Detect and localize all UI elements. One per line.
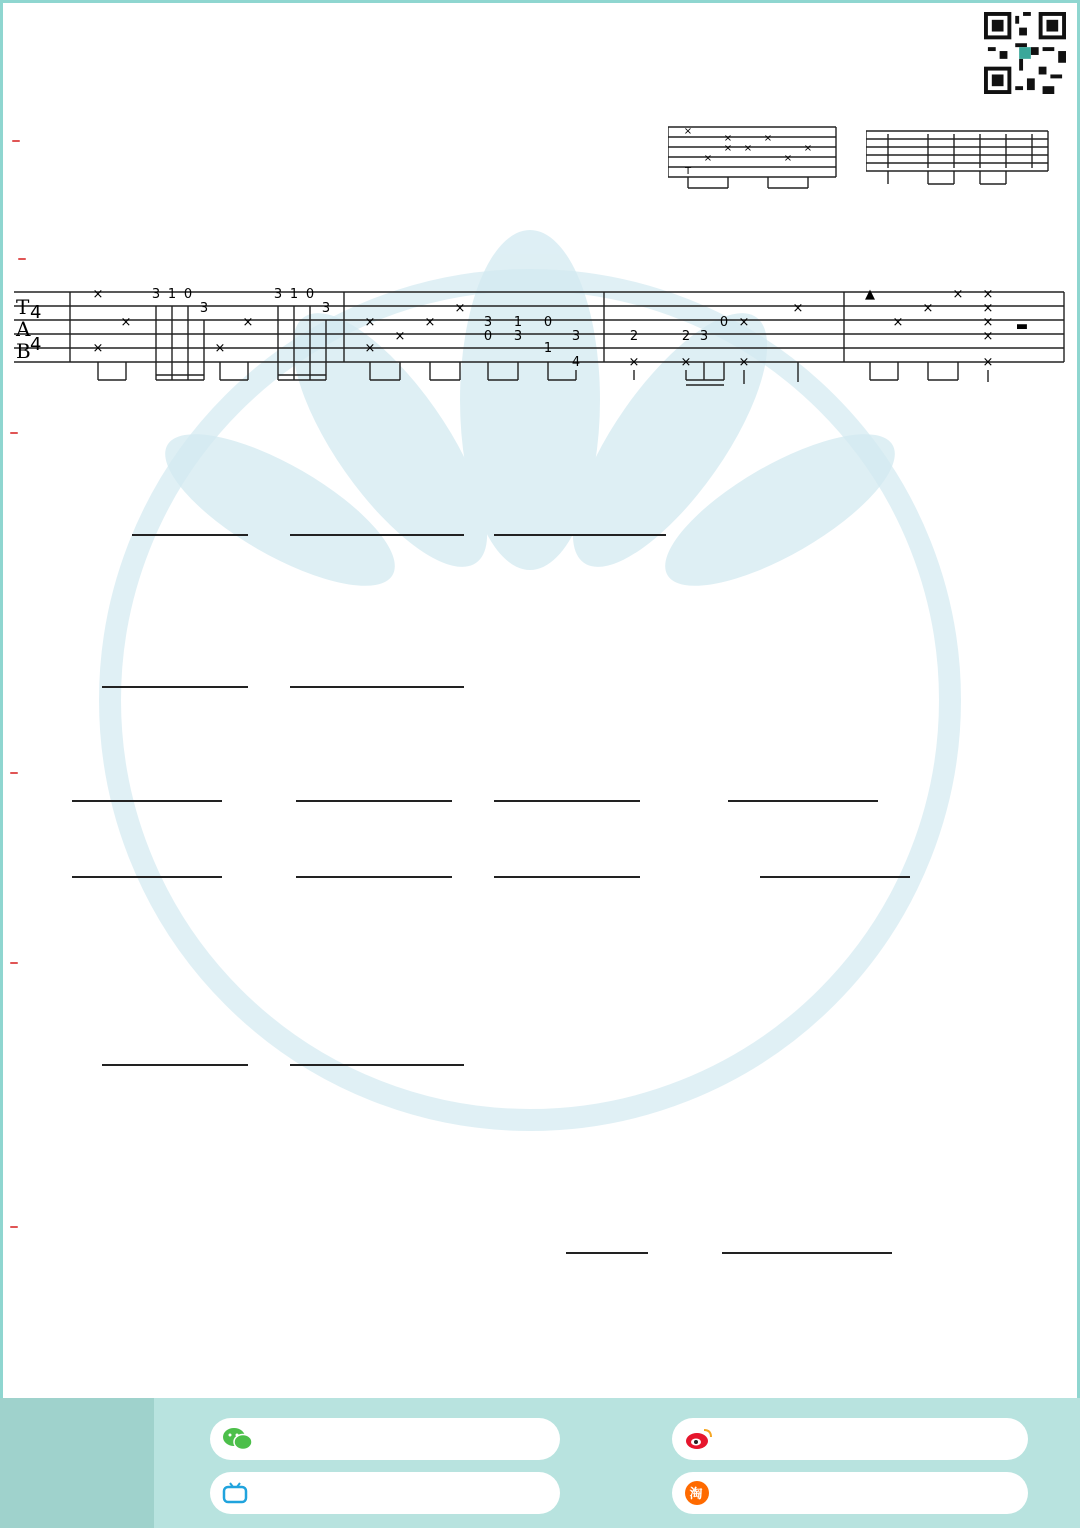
intro-tablature bbox=[14, 286, 1066, 386]
svg-text:×: × bbox=[783, 153, 793, 164]
svg-text:×: × bbox=[120, 315, 132, 330]
footer-brand-block bbox=[0, 1398, 154, 1528]
svg-text:×: × bbox=[454, 301, 466, 316]
underline bbox=[290, 686, 464, 688]
svg-text:×: × bbox=[214, 341, 226, 356]
svg-text:×: × bbox=[892, 315, 904, 330]
svg-text:0: 0 bbox=[305, 287, 315, 302]
svg-text:3: 3 bbox=[151, 287, 161, 302]
underline bbox=[132, 534, 248, 536]
weibo-pill[interactable] bbox=[672, 1418, 1028, 1460]
svg-text:▲: ▲ bbox=[865, 287, 875, 302]
underline bbox=[760, 876, 910, 878]
svg-text:4: 4 bbox=[571, 355, 581, 370]
weibo-icon bbox=[684, 1427, 714, 1451]
svg-text:×: × bbox=[792, 301, 804, 316]
svg-text:×: × bbox=[922, 301, 934, 316]
underline bbox=[494, 800, 640, 802]
svg-text:T: T bbox=[684, 166, 692, 177]
svg-text:×: × bbox=[683, 126, 693, 137]
underline bbox=[290, 1064, 464, 1066]
svg-text:×: × bbox=[982, 301, 994, 316]
underline bbox=[296, 876, 452, 878]
svg-text:3: 3 bbox=[483, 315, 493, 330]
svg-text:3: 3 bbox=[513, 329, 523, 344]
underline bbox=[296, 800, 452, 802]
svg-text:A: A bbox=[16, 317, 31, 341]
section-b-tag bbox=[10, 772, 18, 774]
section-a-tag bbox=[10, 432, 18, 434]
svg-text:3: 3 bbox=[321, 301, 331, 316]
svg-text:▬: ▬ bbox=[1015, 319, 1029, 334]
underline bbox=[728, 800, 878, 802]
intro-label bbox=[18, 258, 26, 260]
svg-text:3: 3 bbox=[199, 301, 209, 316]
svg-text:2: 2 bbox=[681, 329, 691, 344]
svg-text:×: × bbox=[982, 287, 994, 302]
svg-text:×: × bbox=[738, 315, 750, 330]
svg-text:×: × bbox=[952, 287, 964, 302]
svg-text:1: 1 bbox=[543, 341, 553, 356]
svg-text:×: × bbox=[703, 153, 713, 164]
svg-text:0: 0 bbox=[719, 315, 729, 330]
svg-text:×: × bbox=[364, 341, 376, 356]
svg-text:×: × bbox=[242, 315, 254, 330]
svg-text:×: × bbox=[803, 143, 813, 154]
chords-label bbox=[12, 140, 20, 142]
svg-text:×: × bbox=[680, 355, 692, 370]
underline bbox=[72, 800, 222, 802]
underline bbox=[102, 686, 248, 688]
svg-text:×: × bbox=[982, 355, 994, 370]
underline bbox=[290, 534, 464, 536]
svg-text:T: T bbox=[16, 295, 30, 319]
svg-text:×: × bbox=[723, 143, 733, 154]
wechat-icon bbox=[222, 1427, 252, 1451]
section-c-tag bbox=[10, 1226, 18, 1228]
wechat-pill[interactable] bbox=[210, 1418, 560, 1460]
svg-text:×: × bbox=[723, 133, 733, 144]
section-a2-tag bbox=[10, 962, 18, 964]
svg-text:×: × bbox=[982, 315, 994, 330]
taobao-icon bbox=[684, 1480, 710, 1506]
svg-text:淘: 淘 bbox=[689, 1487, 705, 1502]
svg-text:1: 1 bbox=[513, 315, 523, 330]
svg-text:1: 1 bbox=[167, 287, 177, 302]
svg-text:×: × bbox=[982, 329, 994, 344]
underline bbox=[494, 534, 666, 536]
svg-text:0: 0 bbox=[483, 329, 493, 344]
qr-code-icon bbox=[984, 12, 1066, 94]
svg-text:1: 1 bbox=[289, 287, 299, 302]
svg-text:×: × bbox=[738, 355, 750, 370]
rhythm-pattern-1 bbox=[668, 122, 840, 192]
underline bbox=[72, 876, 222, 878]
svg-text:2: 2 bbox=[629, 329, 639, 344]
svg-text:3: 3 bbox=[699, 329, 709, 344]
bilibili-icon bbox=[222, 1482, 248, 1504]
svg-text:×: × bbox=[92, 341, 104, 356]
svg-text:×: × bbox=[394, 329, 406, 344]
shop-pill[interactable] bbox=[672, 1472, 1028, 1514]
svg-text:4: 4 bbox=[30, 302, 42, 323]
underline bbox=[722, 1252, 892, 1254]
svg-text:×: × bbox=[364, 315, 376, 330]
svg-text:4: 4 bbox=[30, 334, 42, 355]
video-pill[interactable] bbox=[210, 1472, 560, 1514]
svg-text:×: × bbox=[628, 355, 640, 370]
svg-text:3: 3 bbox=[273, 287, 283, 302]
svg-text:0: 0 bbox=[543, 315, 553, 330]
footer bbox=[0, 1398, 1080, 1528]
svg-text:×: × bbox=[743, 143, 753, 154]
svg-text:×: × bbox=[92, 287, 104, 302]
svg-text:3: 3 bbox=[571, 329, 581, 344]
svg-text:×: × bbox=[424, 315, 436, 330]
underline bbox=[494, 876, 640, 878]
svg-text:0: 0 bbox=[183, 287, 193, 302]
svg-text:B: B bbox=[16, 339, 31, 363]
underline bbox=[566, 1252, 648, 1254]
underline bbox=[102, 1064, 248, 1066]
svg-text:×: × bbox=[763, 133, 773, 144]
rhythm-pattern-2 bbox=[866, 126, 1052, 188]
